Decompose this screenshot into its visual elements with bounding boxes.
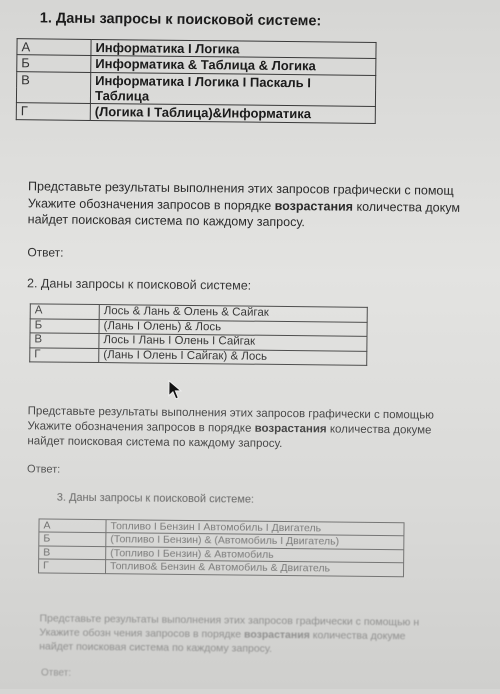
row-letter: В (30, 333, 99, 348)
row-letter: А (39, 519, 106, 533)
row-letter: Г (39, 559, 106, 573)
section2-instruction (27, 404, 434, 454)
section3-title: 3. Даны запросы к поисковой системе: (56, 491, 255, 506)
row-query: (Топливо I Бензин) & (Автомобиль I Двигатель) (106, 533, 404, 549)
row-query: (Лань I Олень I Сайгак) & Лось (99, 348, 367, 365)
row-query: Таблица (90, 88, 375, 107)
section2-title: 2. Даны запросы к поисковой системе: (26, 276, 252, 293)
row-query: (Лань I Олень) & Лось (99, 319, 367, 336)
row-letter: А (30, 304, 99, 319)
instruction-line: найдет поисковая система по каждому запросу. (27, 435, 283, 451)
instruction-line: Представьте результаты выполнения этих запросов графически с помощью (27, 405, 434, 422)
section1-answer-label: Ответ: (27, 245, 64, 260)
section2-answer-label: Ответ: (27, 463, 61, 476)
row-letter: А (17, 39, 91, 56)
instruction-line: Представьте результаты выполнения этих запросов графически с помощью н (39, 612, 420, 629)
section1-title: 1. Даны запросы к поисковой системе: (39, 10, 322, 30)
row-letter (16, 87, 90, 104)
table-row (39, 559, 404, 576)
row-query: Топливо& Бензин & Автомобиль & Двигатель (106, 560, 404, 576)
instruction-line: Представьте результаты выполнения этих запросов графически с помощ (27, 179, 454, 198)
row-query: (Топливо I Бензин) & Автомобиль (106, 546, 404, 562)
row-query: Информатика I Логика I Паскаль I (91, 72, 376, 91)
instruction-line: Укажите обозн чения запросов в порядке возрастания количества докуме (39, 626, 406, 643)
row-letter: В (39, 546, 106, 560)
section3-query-table (38, 518, 405, 576)
table-row (16, 103, 375, 123)
section1-query-table (16, 38, 377, 123)
instruction-line: найдет поисковая система по каждому запросу. (39, 640, 273, 655)
row-letter: Г (30, 348, 99, 363)
instruction-line: Укажите обозначения запросов в порядке возрастания количества докум (27, 195, 461, 215)
section3-instruction (39, 612, 419, 658)
row-query: Информатика & Таблица & Логика (91, 56, 376, 75)
instruction-line: Укажите обозначения запросов в порядке возрастания количества докуме (27, 420, 432, 437)
section3-answer-label: Ответ: (40, 667, 72, 679)
row-letter: Б (30, 318, 99, 333)
section2-query-table (29, 303, 368, 366)
row-query: (Логика I Таблица)&Информатика (90, 104, 375, 123)
row-query: Лось & Лань & Олень & Сайгак (99, 305, 367, 322)
row-letter: Б (17, 55, 91, 72)
section1-instruction (28, 178, 461, 232)
row-letter: В (17, 71, 91, 88)
row-query: Топливо I Бензин I Автомобиль I Двигатель (106, 520, 404, 536)
mouse-pointer-icon (168, 380, 182, 400)
row-letter: Б (39, 532, 106, 546)
table-row (30, 348, 367, 366)
instruction-line: найдет поисковая система по каждому запросу. (27, 212, 305, 230)
row-query: Информатика I Логика (91, 39, 376, 58)
row-letter: Г (16, 103, 90, 120)
row-query: Лось I Лань I Олень I Сайгак (99, 334, 367, 351)
